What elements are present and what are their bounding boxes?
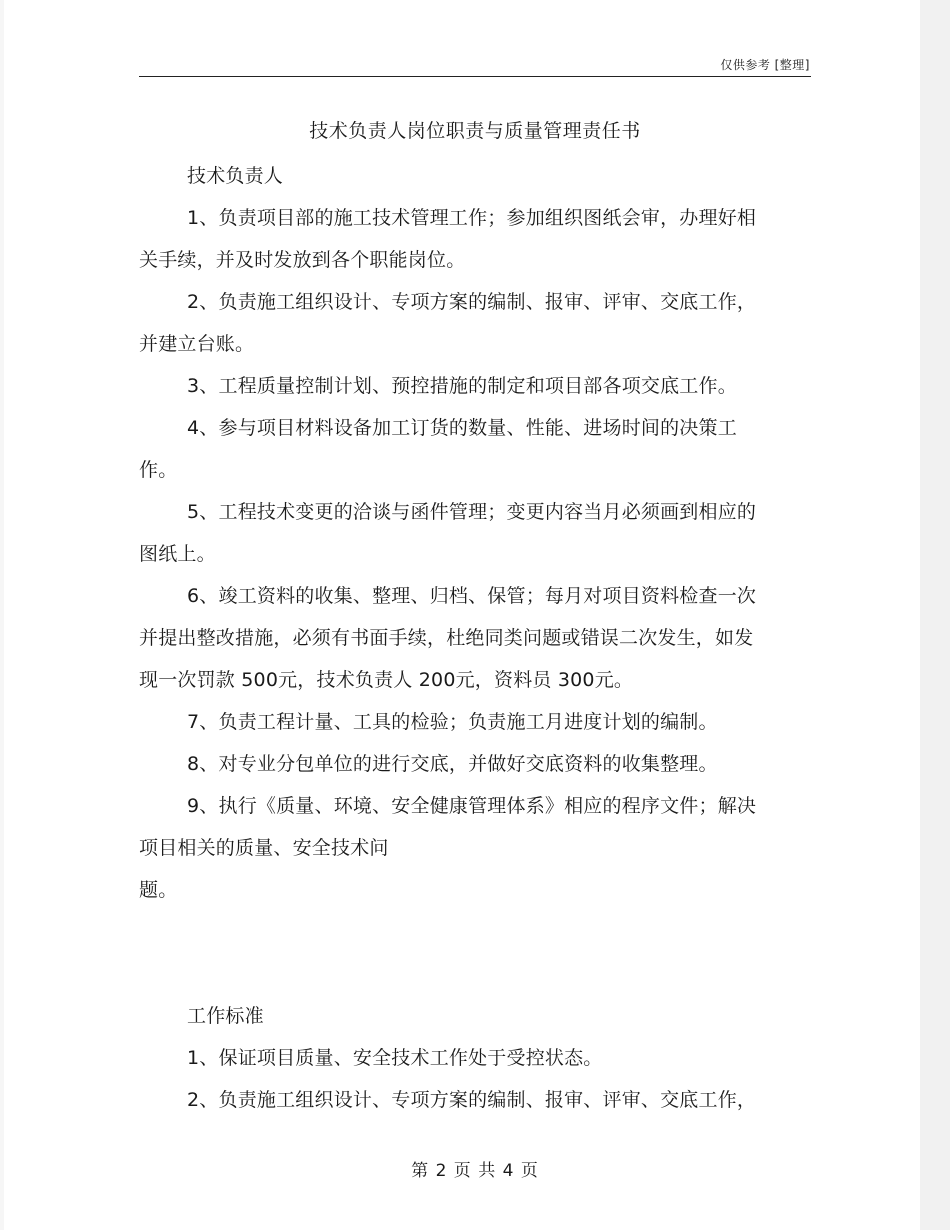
duty-item-7: 7、负责工程计量、工具的检验；负责施工月进度计划的编制。 [187, 711, 718, 733]
duty-item-6: 6、竣工资料的收集、整理、归档、保管；每月对项目资料检查一次并提出整改措施，必须有书面手续，杜绝同类问题或错误二次发生，如发现一次罚款 500元，技术负责人 200元，资料员 300元。 [139, 585, 757, 691]
page-left-edge [0, 0, 4, 1230]
document-title: 技术负责人岗位职责与质量管理责任书 [309, 120, 641, 142]
document-body [139, 155, 769, 1121]
section-heading-technical-lead: 技术负责人 [187, 165, 284, 187]
duty-item-2: 2、负责施工组织设计、专项方案的编制、报审、评审、交底工作，并建立台账。 [139, 291, 757, 355]
duty-item-9-continuation: 题。 [139, 879, 178, 901]
page-number-footer: 第 2 页 共 4 页 [411, 1161, 539, 1181]
duty-item-1: 1、负责项目部的施工技术管理工作；参加组织图纸会审，办理好相关手续，并及时发放到各个职能岗位。 [139, 207, 757, 271]
duty-item-8: 8、对专业分包单位的进行交底，并做好交底资料的收集整理。 [187, 753, 718, 775]
duty-item-3: 3、工程质量控制计划、预控措施的制定和项目部各项交底工作。 [187, 375, 737, 397]
page-right-margin [920, 0, 950, 1230]
duty-item-4: 4、参与项目材料设备加工订货的数量、性能、进场时间的决策工作。 [139, 417, 737, 481]
duty-item-5: 5、工程技术变更的洽谈与函件管理；变更内容当月必须画到相应的图纸上。 [139, 501, 757, 565]
standard-item-2: 2、负责施工组织设计、专项方案的编制、报审、评审、交底工作， [187, 1089, 757, 1111]
section-spacer [139, 911, 769, 995]
header-note: 仅供参考 [整理] [720, 58, 810, 72]
duty-item-9: 9、执行《质量、环境、安全健康管理体系》相应的程序文件；解决项目相关的质量、安全技术问 [139, 795, 757, 859]
section-heading-work-standard: 工作标准 [187, 1005, 264, 1027]
header-divider [139, 76, 811, 77]
standard-item-1: 1、保证项目质量、安全技术工作处于受控状态。 [187, 1047, 603, 1069]
